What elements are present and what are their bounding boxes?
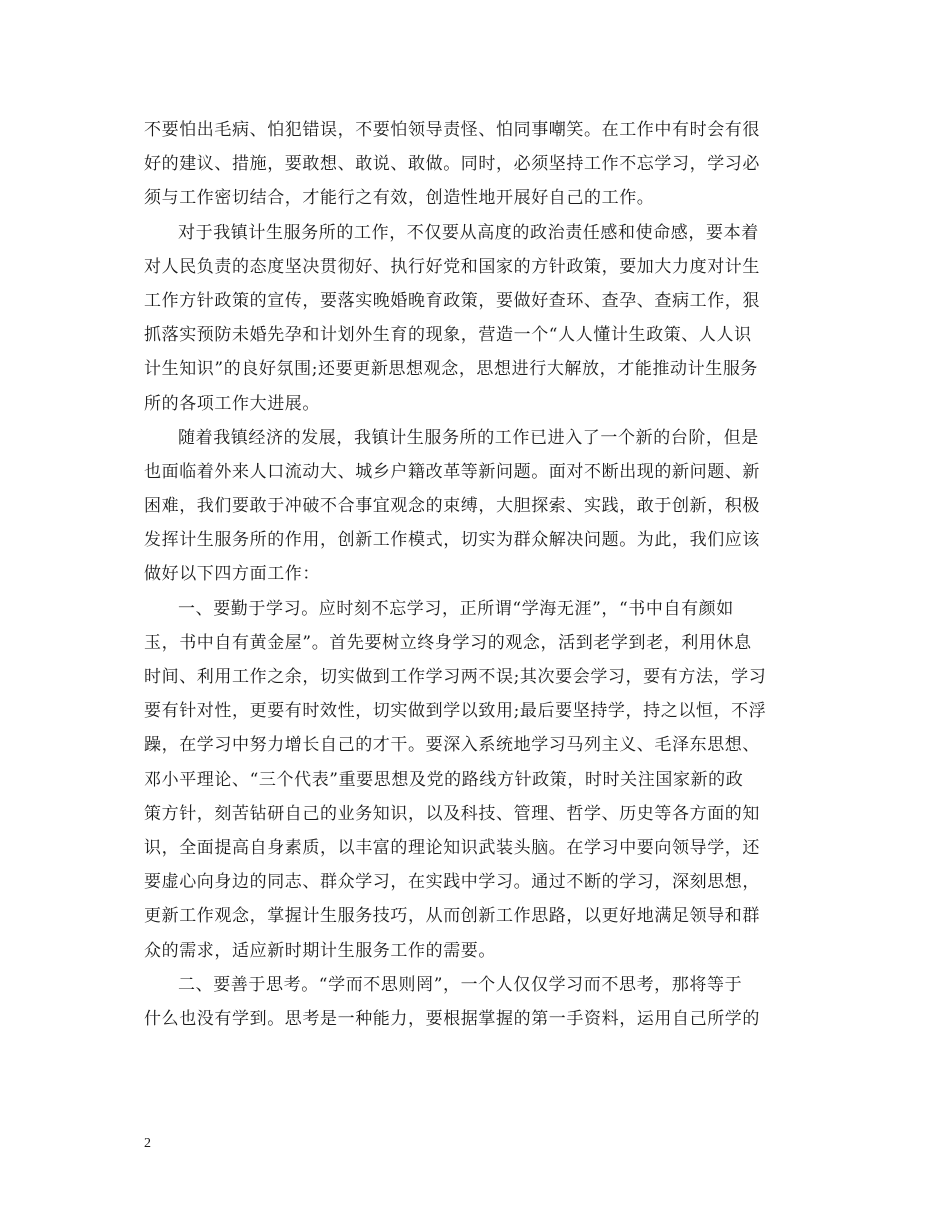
paragraph-line: 所的各项工作大进展。 <box>144 393 320 414</box>
document-body <box>144 113 816 1036</box>
paragraph-line: 二、要善于思考。“学而不思则罔”，一个人仅仅学习而不思考，那将等于 <box>178 974 743 995</box>
paragraph <box>144 216 816 421</box>
paragraph-line: 众的需求，适应新时期计生服务工作的需要。 <box>144 940 496 961</box>
paragraph-line: 做好以下四方面工作： <box>144 564 320 585</box>
paragraph-line: 好的建议、措施，要敢想、敢说、敢做。同时，必须坚持工作不忘学习，学习必 <box>144 154 760 175</box>
paragraph-line: 对于我镇计生服务所的工作，不仅要从高度的政治责任感和使命感，要本着 <box>178 222 759 243</box>
paragraph-line: 邓小平理论、“三个代表”重要思想及党的路线方针政策，时时关注国家新的政 <box>144 769 744 790</box>
paragraph-line: 困难，我们要敢于冲破不合事宜观念的束缚，大胆探索、实践，敢于创新，积极 <box>144 496 760 517</box>
paragraph <box>144 968 816 1036</box>
paragraph-line: 更新工作观念，掌握计生服务技巧，从而创新工作思路，以更好地满足领导和群 <box>144 906 760 927</box>
paragraph-line: 策方针，刻苦钻研自己的业务知识，以及科技、管理、哲学、历史等各方面的知 <box>144 803 760 824</box>
paragraph <box>144 113 816 216</box>
page-number: 2 <box>144 1136 151 1151</box>
paragraph-line: 抓落实预防未婚先孕和计划外生育的现象，营造一个“人人懂计生政策、人人识 <box>144 325 752 346</box>
paragraph <box>144 592 816 968</box>
paragraph <box>144 421 816 592</box>
paragraph-line: 也面临着外来人口流动大、城乡户籍改革等新问题。面对不断出现的新问题、新 <box>144 461 760 482</box>
paragraph-line: 计生知识”的良好氛围;还要更新思想观念，思想进行大解放，才能推动计生服务 <box>144 359 759 380</box>
paragraph-line: 随着我镇经济的发展，我镇计生服务所的工作已进入了一个新的台阶，但是 <box>178 427 759 448</box>
paragraph-line: 须与工作密切结合，才能行之有效，创造性地开展好自己的工作。 <box>144 188 655 209</box>
paragraph-line: 玉，书中自有黄金屋”。首先要树立终身学习的观念，活到老学到老，利用休息 <box>144 632 752 653</box>
paragraph-line: 工作方针政策的宣传，要落实晚婚晚育政策，要做好查环、查孕、查病工作，狠 <box>144 290 760 311</box>
paragraph-line: 什么也没有学到。思考是一种能力，要根据掌握的第一手资料，运用自己所学的 <box>144 1008 760 1029</box>
paragraph-line: 发挥计生服务所的作用，创新工作模式，切实为群众解决问题。为此，我们应该 <box>144 530 760 551</box>
paragraph-line: 要有针对性，更要有时效性，切实做到学以致用;最后要坚持学，持之以恒，不浮 <box>144 701 767 722</box>
paragraph-line: 躁，在学习中努力增长自己的才干。要深入系统地学习马列主义、毛泽东思想、 <box>144 735 760 756</box>
paragraph-line: 一、要勤于学习。应时刻不忘学习，正所谓“学海无涯”，“书中自有颜如 <box>178 598 734 619</box>
paragraph-line: 对人民负责的态度坚决贯彻好、执行好党和国家的方针政策，要加大力度对计生 <box>144 256 760 277</box>
paragraph-line: 要虚心向身边的同志、群众学习，在实践中学习。通过不断的学习，深刻思想， <box>144 872 760 893</box>
paragraph-line: 不要怕出毛病、怕犯错误，不要怕领导责怪、怕同事嘲笑。在工作中有时会有很 <box>144 120 760 140</box>
paragraph-line: 识，全面提高自身素质，以丰富的理论知识武装头脑。在学习中要向领导学，还 <box>144 837 760 858</box>
paragraph-line: 时间、利用工作之余，切实做到工作学习两不误;其次要会学习，要有方法，学习 <box>144 667 767 687</box>
